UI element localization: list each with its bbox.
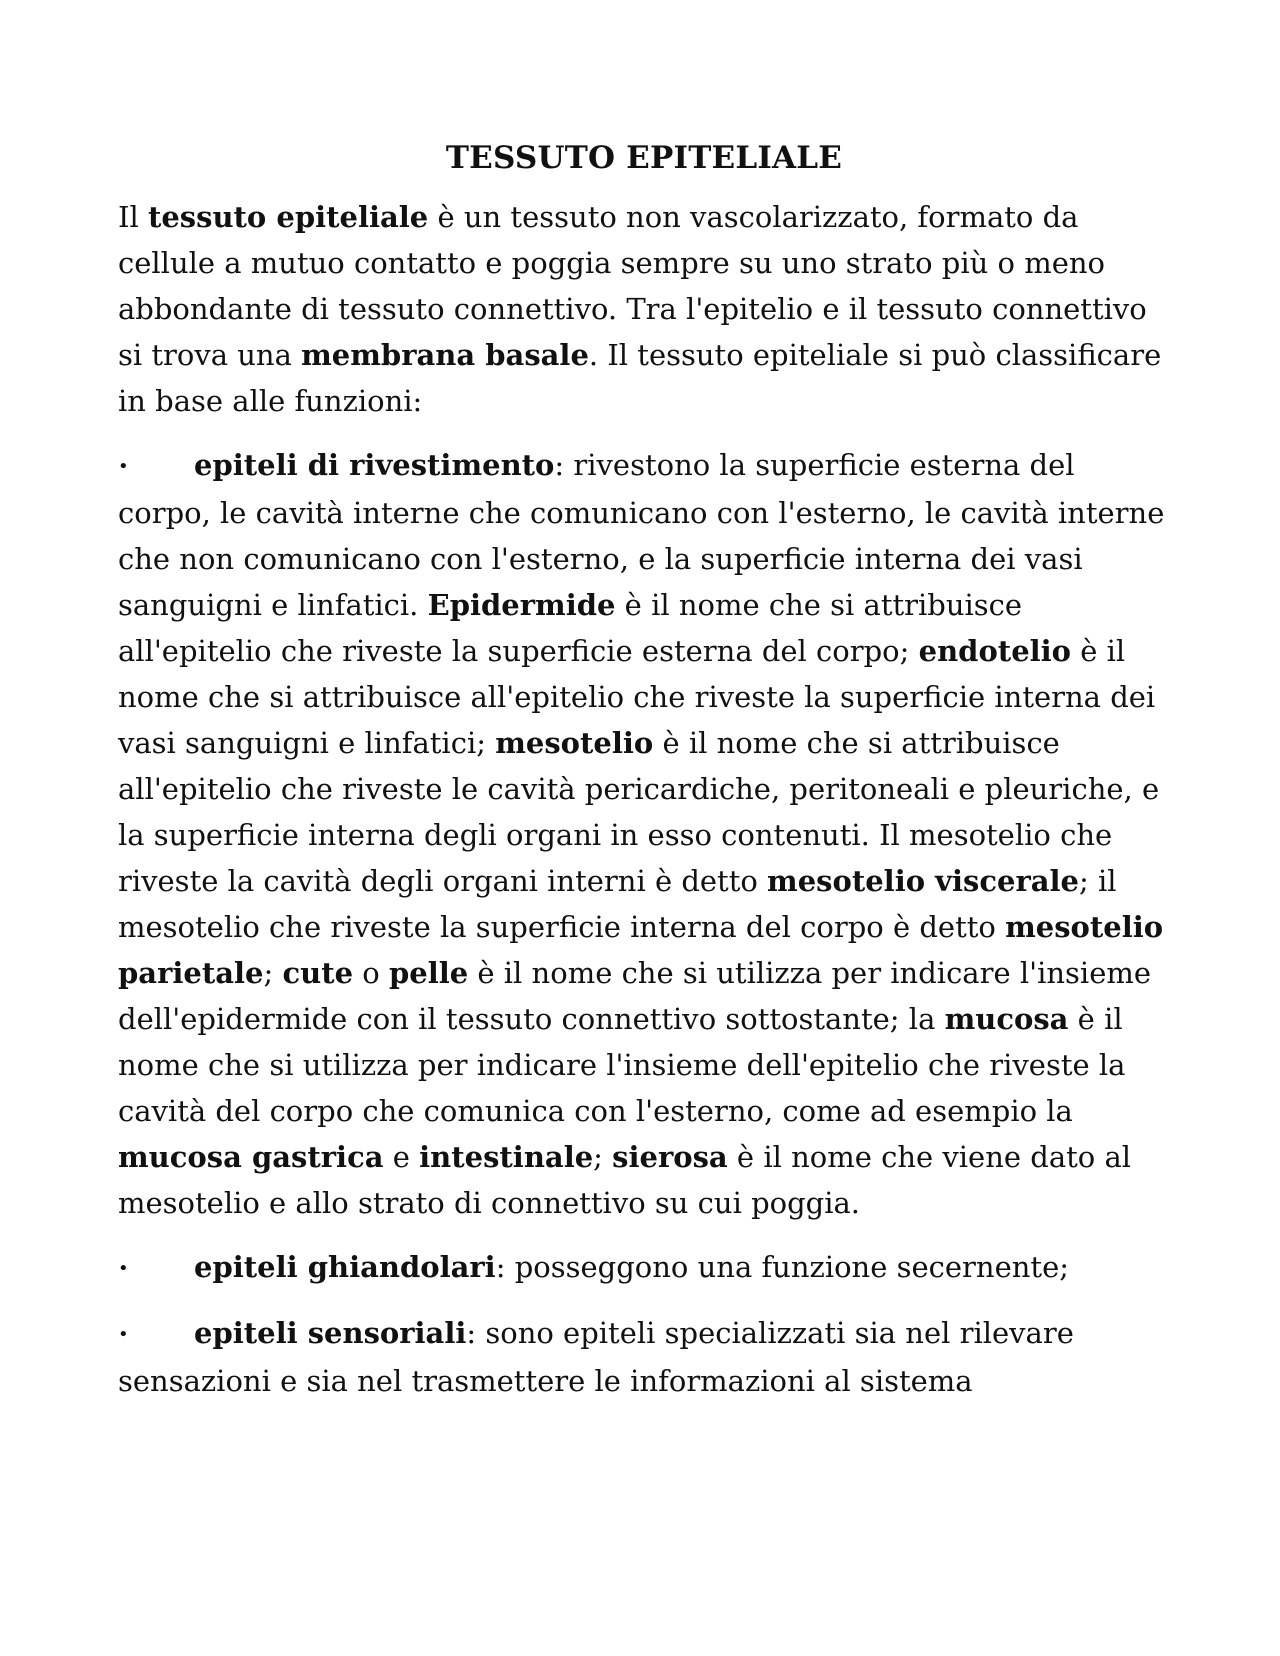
document-page (118, 140, 1170, 1422)
bold-term: pelle (388, 956, 469, 990)
bold-term: Epidermide (427, 588, 616, 622)
text-segment: e (383, 1140, 420, 1174)
list-item (118, 1244, 1170, 1292)
bold-term: mesotelio parietale (118, 910, 1164, 990)
text-segment: è il nome che viene dato al mesotelio e allo strato di connettivo su cui poggia. (118, 1140, 1132, 1220)
list-item (118, 1310, 1170, 1404)
bold-term: cute (282, 956, 354, 990)
text-segment: . Il tessuto epiteliale si può classificare in base alle funzioni: (118, 338, 1162, 418)
bold-term: epiteli sensoriali (194, 1316, 467, 1350)
text-segment: è il nome che si attribuisce all'epitelio che riveste le cavità pericardiche, peritoneali e pleuriche, e la superficie interna degli organi in esso contenuti. Il mesotelio che riveste la cavità degli organi interni è detto (118, 726, 1160, 898)
text-segment: ; (263, 956, 283, 990)
intro-paragraph (118, 194, 1170, 424)
text-segment: è un tessuto non vascolarizzato, formato da cellule a mutuo contatto e poggia sempre su uno strato più o meno abbondante di tessuto connettivo. Tra l'epitelio e il tessuto connettivo si trova una (118, 200, 1147, 372)
text-segment: è il nome che si attribuisce all'epitelio che riveste la superficie esterna del corpo; (118, 588, 1023, 668)
bullet-marker: • (118, 1258, 129, 1279)
text-segment: è il nome che si attribuisce all'epitelio che riveste la superficie interna dei vasi sanguigni e linfatici; (118, 634, 1156, 760)
bold-term: intestinale (419, 1140, 594, 1174)
text-segment: : sono epiteli specializzati sia nel rilevare sensazioni e sia nel trasmettere le informazioni al sistema (118, 1316, 1074, 1398)
list-item (118, 442, 1170, 1226)
text-segment: ; il mesotelio che riveste la superficie interna del corpo è detto (118, 864, 1117, 944)
bold-term: mucosa (944, 1002, 1069, 1036)
text-segment: : posseggono una funzione secernente; (495, 1250, 1070, 1284)
bold-term: endotelio (918, 634, 1072, 668)
bold-term: mesotelio viscerale (767, 864, 1079, 898)
bold-term: epiteli ghiandolari (194, 1250, 496, 1284)
bold-term: sierosa (612, 1140, 728, 1174)
bullet-marker: • (118, 456, 129, 477)
bold-term: mucosa gastrica (118, 1140, 384, 1174)
text-segment: è il nome che si utilizza per indicare l'insieme dell'epidermide con il tessuto connettivo sottostante; la (118, 956, 1152, 1036)
text-segment: : rivestono la superficie esterna del corpo, le cavità interne che comunicano con l'esterno, le cavità interne che non comunicano con l'esterno, e la superficie interna dei vasi sanguigni e linfatici. (118, 448, 1165, 622)
bold-term: mesotelio (495, 726, 654, 760)
bullet-list (118, 442, 1170, 1404)
text-segment: o (353, 956, 389, 990)
text-segment: Il (118, 200, 148, 234)
bold-term: epiteli di rivestimento (194, 448, 555, 482)
bullet-marker: • (118, 1324, 129, 1345)
bold-term: membrana basale (301, 338, 589, 372)
text-segment: ; (593, 1140, 613, 1174)
text-segment: è il nome che si utilizza per indicare l'insieme dell'epitelio che riveste la cavità del corpo che comunica con l'esterno, come ad esempio la (118, 1002, 1126, 1128)
document-title: TESSUTO EPITELIALE (445, 140, 843, 176)
bold-term: tessuto epiteliale (147, 200, 429, 234)
